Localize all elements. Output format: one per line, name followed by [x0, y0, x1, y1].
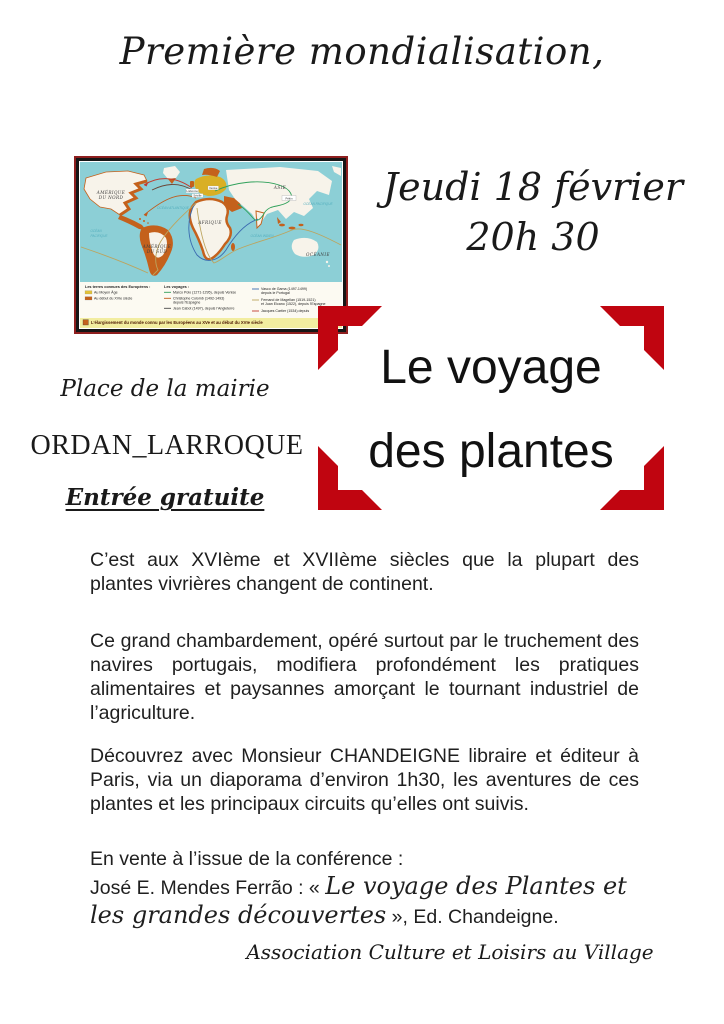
sale-reference [90, 873, 639, 931]
legend-voyage-cartier: Jacques Cartier (1534) depuis [261, 309, 310, 314]
continent-label-south-america-2: DU SUD [146, 249, 168, 254]
event-title-line-2: des plantes [368, 425, 614, 478]
map-caption: L’élargissement du monde connu par les Européens au XVe et au début du XVIe siècle [91, 319, 263, 325]
paragraph-2: Ce grand chambardement, opéré surtout par le truchement des navires portugais, modifiera profondément les pratiques alimentaires et paysannes amorçant le tournant industriel de l’agriculture. [90, 630, 639, 724]
legend-voyage-gama-1: Vasco de Gama (1497-1499) [261, 287, 308, 292]
event-datetime [368, 162, 698, 262]
continent-label-asia: ASIE [273, 185, 287, 190]
legend-terres-0: Au Moyen Âge [94, 290, 118, 295]
continent-label-africa: AFRIQUE [198, 220, 222, 225]
event-date: Jeudi 18 février [382, 165, 684, 209]
ocean-label-pacific-right: OCÉAN PACIFIQUE [303, 202, 333, 206]
continent-label-south-america-1: AMÉRIQUE [142, 244, 172, 249]
city-label-pekin: Pékin [285, 196, 293, 201]
legend-terres-1: Au début du XVIe siècle [94, 296, 133, 301]
event-title-box [318, 306, 664, 510]
map-frame [76, 158, 346, 332]
sale-publisher: », Ed. Chandeigne. [386, 906, 559, 928]
book-title: Le voyage des Plantes et les grandes découvertes [90, 872, 627, 929]
ocean-label-pacific-1: OCÉAN [90, 229, 102, 233]
event-title-line-1: Le voyage [380, 341, 602, 394]
legend-voyage-marco-polo: Marco Polo (1271-1295), depuis Venise [173, 290, 237, 295]
legend-voyage-gama-2: depuis le Portugal [261, 291, 290, 296]
event-time: 20h 30 [466, 215, 600, 260]
world-map-svg [80, 162, 342, 328]
legend-voyage-colomb-2: depuis l’Espagne [173, 300, 201, 305]
sale-intro: En vente à l’issue de la conférence : [90, 848, 404, 870]
map-image [74, 156, 348, 334]
city-label-lisbonne: Lisbonne [186, 188, 198, 193]
footer-credit: Association Culture et Loisirs au Village [246, 940, 654, 964]
venue-place: Place de la mairie [60, 376, 270, 402]
city-label-venise: Venise [208, 185, 218, 190]
venue-town: ORDAN_LARROQUE [30, 430, 304, 461]
corner-brackets [318, 306, 664, 510]
sale-author: José E. Mendes Ferrão : « [90, 877, 326, 899]
continent-label-north-america-2: DU NORD [98, 195, 124, 200]
legend-voyages-header: Les voyages : [164, 285, 190, 289]
free-entry-note: Entrée gratuite [65, 484, 265, 511]
legend-voyage-cabot: Jean Cabot (1497), depuis l’Angleterre [173, 306, 235, 311]
legend-voyage-magellan-2: et Juan Elcano (1522), depuis l’Espagne [261, 302, 326, 307]
poster-title: Première mondialisation, [119, 30, 605, 73]
ocean-label-atlantic: OCÉAN ATLANTIQUE [157, 206, 189, 210]
paragraph-3: Découvrez avec Monsieur CHANDEIGNE libraire et éditeur à Paris, via un diaporama d’environ 1h30, les aventures de ces plantes et les principaux circuits qu’elles ont suivis. [90, 745, 639, 815]
ocean-label-indian: OCÉAN INDIEN [250, 234, 274, 238]
legend-voyage-colomb-1: Christophe Colomb (1492-1493) [173, 296, 225, 301]
sale-note [90, 846, 639, 931]
legend-voyage-magellan-1: Fernand de Magellan (1519-1521) [261, 298, 316, 303]
continent-label-north-america-1: AMÉRIQUE [96, 190, 126, 195]
paragraph-1: C’est aux XVIème et XVIIème siècles que la plupart des plantes vivrières changent de continent. [90, 549, 639, 595]
ocean-label-pacific-2: PACIFIQUE [90, 234, 108, 238]
city-label-seville: Séville [193, 193, 202, 198]
continent-label-oceania: OCÉANIE [306, 252, 330, 257]
legend-terres-header: Les terres connues des Européens : [85, 285, 151, 289]
